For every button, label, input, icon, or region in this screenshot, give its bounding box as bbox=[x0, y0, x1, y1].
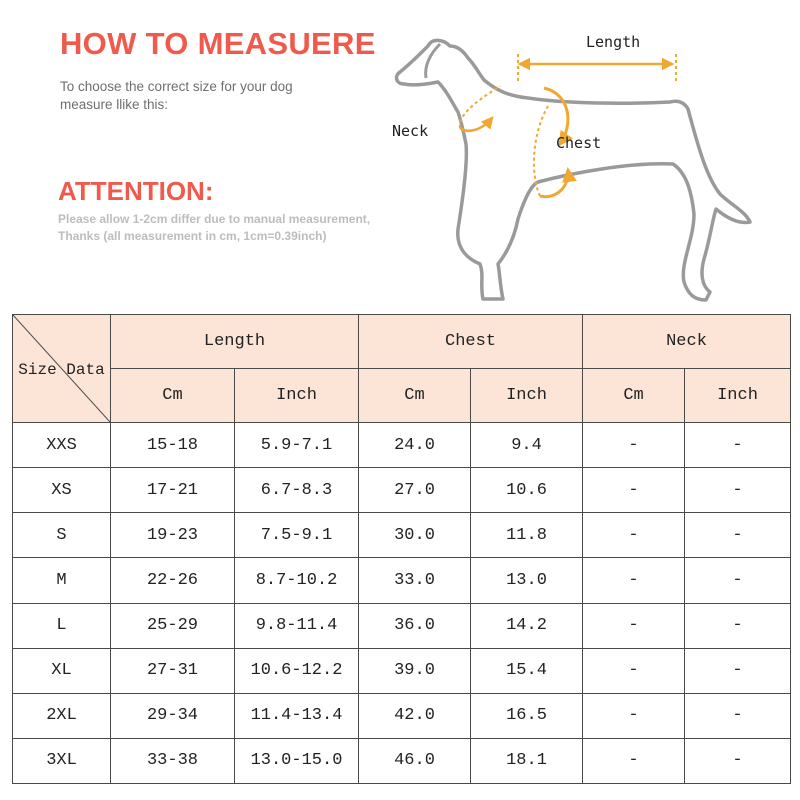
neck-inch-cell: - bbox=[685, 648, 791, 693]
size-cell: XXS bbox=[13, 423, 111, 468]
size-cell: 2XL bbox=[13, 693, 111, 738]
table-row bbox=[13, 603, 791, 648]
neck-inch-cell: - bbox=[685, 603, 791, 648]
chest-cm-cell: 24.0 bbox=[359, 423, 471, 468]
chest-inch-cell: 13.0 bbox=[471, 558, 583, 603]
table-row bbox=[13, 738, 791, 783]
length-cm-header: Cm bbox=[111, 369, 235, 423]
length-cm-cell: 25-29 bbox=[111, 603, 235, 648]
chest-group-header: Chest bbox=[359, 315, 583, 369]
intro-text bbox=[60, 78, 360, 114]
chest-cm-cell: 33.0 bbox=[359, 558, 471, 603]
neck-cm-cell: - bbox=[583, 423, 685, 468]
neck-inch-header: Inch bbox=[685, 369, 791, 423]
length-inch-cell: 6.7-8.3 bbox=[235, 468, 359, 513]
neck-cm-cell: - bbox=[583, 468, 685, 513]
neck-measure-arc bbox=[460, 86, 500, 128]
length-cm-cell: 29-34 bbox=[111, 693, 235, 738]
length-cm-cell: 22-26 bbox=[111, 558, 235, 603]
length-cm-cell: 27-31 bbox=[111, 648, 235, 693]
attention-title: ATTENTION: bbox=[58, 176, 214, 206]
length-label: Length bbox=[586, 33, 641, 51]
chest-label: Chest bbox=[556, 134, 602, 152]
table-row bbox=[13, 693, 791, 738]
neck-cm-cell: - bbox=[583, 693, 685, 738]
chest-inch-cell: 11.8 bbox=[471, 513, 583, 558]
table-row bbox=[13, 513, 791, 558]
table-row bbox=[13, 648, 791, 693]
length-cm-cell: 33-38 bbox=[111, 738, 235, 783]
neck-group-header: Neck bbox=[583, 315, 791, 369]
table-row bbox=[13, 558, 791, 603]
intro-line-2: measure llike this: bbox=[60, 97, 169, 112]
intro-line-1: To choose the correct size for your dog bbox=[60, 79, 293, 94]
neck-cm-header: Cm bbox=[583, 369, 685, 423]
table-row bbox=[13, 423, 791, 468]
neck-cm-cell: - bbox=[583, 738, 685, 783]
length-inch-cell: 8.7-10.2 bbox=[235, 558, 359, 603]
length-inch-cell: 11.4-13.4 bbox=[235, 693, 359, 738]
chest-inch-cell: 16.5 bbox=[471, 693, 583, 738]
length-inch-header: Inch bbox=[235, 369, 359, 423]
chest-inch-cell: 10.6 bbox=[471, 468, 583, 513]
chest-inch-header: Inch bbox=[471, 369, 583, 423]
neck-inch-cell: - bbox=[685, 513, 791, 558]
attention-line-2: Thanks (all measurement in cm, 1cm=0.39inch) bbox=[58, 229, 327, 243]
length-inch-cell: 10.6-12.2 bbox=[235, 648, 359, 693]
dog-outline bbox=[397, 40, 750, 300]
chest-cm-cell: 39.0 bbox=[359, 648, 471, 693]
length-cm-cell: 19-23 bbox=[111, 513, 235, 558]
chest-inch-cell: 9.4 bbox=[471, 423, 583, 468]
size-cell: L bbox=[13, 603, 111, 648]
size-cell: S bbox=[13, 513, 111, 558]
chest-cm-cell: 30.0 bbox=[359, 513, 471, 558]
attention-note bbox=[58, 211, 418, 245]
size-chart-table bbox=[12, 314, 791, 784]
size-cell: 3XL bbox=[13, 738, 111, 783]
chest-cm-cell: 46.0 bbox=[359, 738, 471, 783]
chest-inch-cell: 14.2 bbox=[471, 603, 583, 648]
neck-inch-cell: - bbox=[685, 693, 791, 738]
neck-cm-cell: - bbox=[583, 648, 685, 693]
size-data-header bbox=[13, 315, 111, 423]
size-data-label: Size Data bbox=[18, 361, 105, 379]
neck-inch-cell: - bbox=[685, 468, 791, 513]
page-title: HOW TO MEASUERE bbox=[60, 26, 376, 61]
dog-ear bbox=[426, 44, 440, 78]
dog-measurement-diagram bbox=[388, 24, 768, 314]
neck-cm-cell: - bbox=[583, 558, 685, 603]
length-inch-cell: 9.8-11.4 bbox=[235, 603, 359, 648]
size-cell: XL bbox=[13, 648, 111, 693]
chest-inch-cell: 15.4 bbox=[471, 648, 583, 693]
table-row bbox=[13, 468, 791, 513]
chest-inch-cell: 18.1 bbox=[471, 738, 583, 783]
chest-cm-header: Cm bbox=[359, 369, 471, 423]
length-inch-cell: 7.5-9.1 bbox=[235, 513, 359, 558]
length-inch-cell: 13.0-15.0 bbox=[235, 738, 359, 783]
length-inch-cell: 5.9-7.1 bbox=[235, 423, 359, 468]
chest-cm-cell: 42.0 bbox=[359, 693, 471, 738]
attention-line-1: Please allow 1-2cm differ due to manual measurement, bbox=[58, 212, 371, 226]
size-cell: XS bbox=[13, 468, 111, 513]
neck-inch-cell: - bbox=[685, 558, 791, 603]
length-cm-cell: 17-21 bbox=[111, 468, 235, 513]
chest-cm-cell: 27.0 bbox=[359, 468, 471, 513]
neck-label: Neck bbox=[392, 122, 429, 140]
chest-cm-cell: 36.0 bbox=[359, 603, 471, 648]
neck-cm-cell: - bbox=[583, 603, 685, 648]
neck-cm-cell: - bbox=[583, 513, 685, 558]
length-cm-cell: 15-18 bbox=[111, 423, 235, 468]
neck-inch-cell: - bbox=[685, 738, 791, 783]
length-group-header: Length bbox=[111, 315, 359, 369]
size-cell: M bbox=[13, 558, 111, 603]
neck-inch-cell: - bbox=[685, 423, 791, 468]
